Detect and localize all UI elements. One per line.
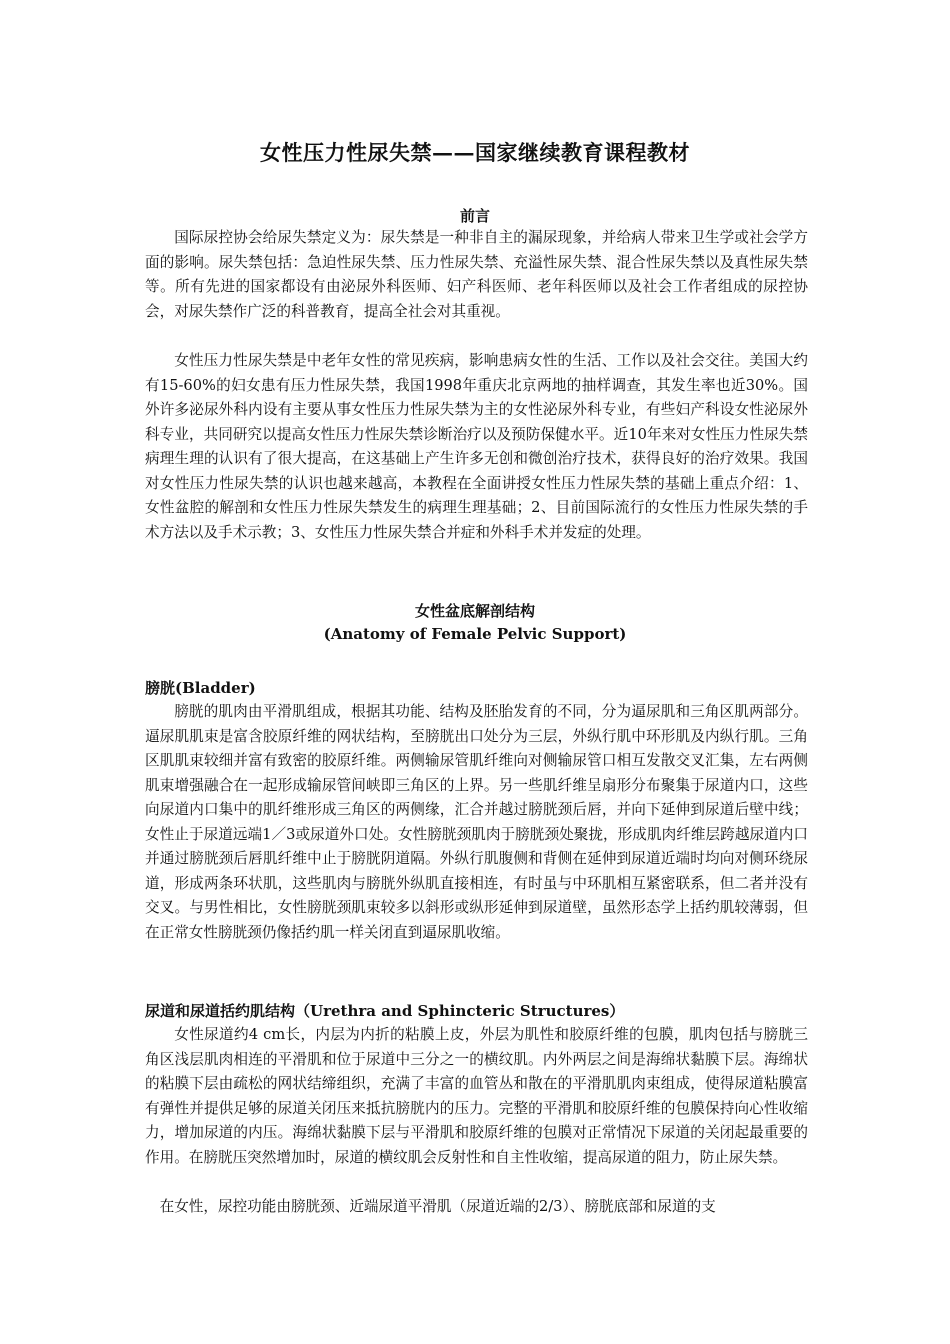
anatomy-heading-cn: 女性盆底解剖结构 (414, 602, 535, 620)
urethra-paragraph-2: 在女性，尿控功能由膀胱颈、近端尿道平滑肌（尿道近端的2/3）、膀胱底部和尿道的支 (159, 1198, 716, 1215)
preface-paragraph-2: 女性压力性尿失禁是中老年女性的常见疾病，影响患病女性的生活、工作以及社会交往。美国大约有15-60%的妇女患有压力性尿失禁，我国1998年重庆北京两地的抽样调查，其发生率也近30%。国外许多泌尿外科内设有主要从事女性压力性尿失禁为主的女性泌尿外科专业，有些妇产科设女性泌尿外科专业，共同研究以提高女性压力性尿失禁诊断治疗以及预防保健水平。近10年来对女性压力性尿失禁病理生理的认识有了很大提高，在这基础上产生许多无创和微创治疗技术，获得良好的治疗效果。我国对女性压力性尿失禁的认识也越来越高，本教程在全面讲授女性压力性尿失禁的基础上重点介绍：1、女性盆腔的解剖和女性压力性尿失禁发生的病理生理基础；2、目前国际流行的女性压力性尿失禁的手术方法以及手术示教；3、女性压力性尿失禁合并症和外科手术并发症的处理。 (145, 352, 808, 541)
preface-heading: 前言 (459, 207, 490, 225)
document-title: 女性压力性尿失禁——国家继续教育课程教材 (260, 140, 690, 165)
preface-paragraph-1: 国际尿控协会给尿失禁定义为：尿失禁是一种非自主的漏尿现象，并给病人带来卫生学或社会学方面的影响。尿失禁包括：急迫性尿失禁、压力性尿失禁、充溢性尿失禁、混合性尿失禁以及真性尿失禁等。所有先进的国家都设有由泌尿外科医师、妇产科医师、老年科医师以及社会工作者组成的尿控协会，对尿失禁作广泛的科普教育，提高全社会对其重视。 (145, 229, 808, 320)
urethra-paragraph-1: 女性尿道约4 cm长，内层为内折的粘膜上皮，外层为肌性和胶原纤维的包膜，肌肉包括与膀胱三角区浅层肌肉相连的平滑肌和位于尿道中三分之一的横纹肌。内外两层之间是海绵状黏膜下层。海绵状的粘膜下层由疏松的网状结缔组织，充满了丰富的血管丛和散在的平滑肌肌肉束组成，使得尿道粘膜富有弹性并提供足够的尿道关闭压来抵抗膀胱内的压力。完整的平滑肌和胶原纤维的包膜保持向心性收缩力，增加尿道的内压。海绵状黏膜下层与平滑肌和胶原纤维的包膜对正常情况下尿道的关闭起最重要的作用。在膀胱压突然增加时，尿道的横纹肌会反射性和自主性收缩，提高尿道的阻力，防止尿失禁。 (145, 1026, 808, 1166)
urethra-heading: 尿道和尿道括约肌结构（Urethra and Sphincteric Structures） (145, 1002, 625, 1020)
bladder-paragraph: 膀胱的肌肉由平滑肌组成，根据其功能、结构及胚胎发育的不同，分为逼尿肌和三角区肌两部分。逼尿肌肌束是富含胶原纤维的网状结构，至膀胱出口处分为三层，外纵行肌中环形肌及内纵行肌。三角区肌肌束较细并富有致密的胶原纤维。两侧输尿管肌纤维向对侧输尿管口相互发散交叉汇集，左右两侧肌束增强融合在一起形成输尿管间峡即三角区的上界。另一些肌纤维呈扇形分布聚集于尿道内口，这些向尿道内口集中的肌纤维形成三角区的两侧缘，汇合并越过膀胱颈后唇，并向下延伸到尿道后壁中线；女性止于尿道远端1／3或尿道外口处。女性膀胱颈肌肉于膀胱颈处聚拢，形成肌肉纤维层跨越尿道内口并通过膀胱颈后唇肌纤维中止于膀胱阴道隔。外纵行肌腹侧和背侧在延伸到尿道近端时均向对侧环绕尿道，形成两条环状肌，这些肌肉与膀胱外纵肌直接相连，有时虽与中环肌相互紧密联系，但二者并没有交叉。与男性相比，女性膀胱颈肌束较多以斜形或纵形延伸到尿道壁，虽然形态学上括约肌较薄弱，但在正常女性膀胱颈仍像括约肌一样关闭直到逼尿肌收缩。 (145, 703, 808, 941)
bladder-heading: 膀胱(Bladder) (145, 679, 256, 697)
anatomy-heading-en: (Anatomy of Female Pelvic Support) (323, 625, 627, 643)
